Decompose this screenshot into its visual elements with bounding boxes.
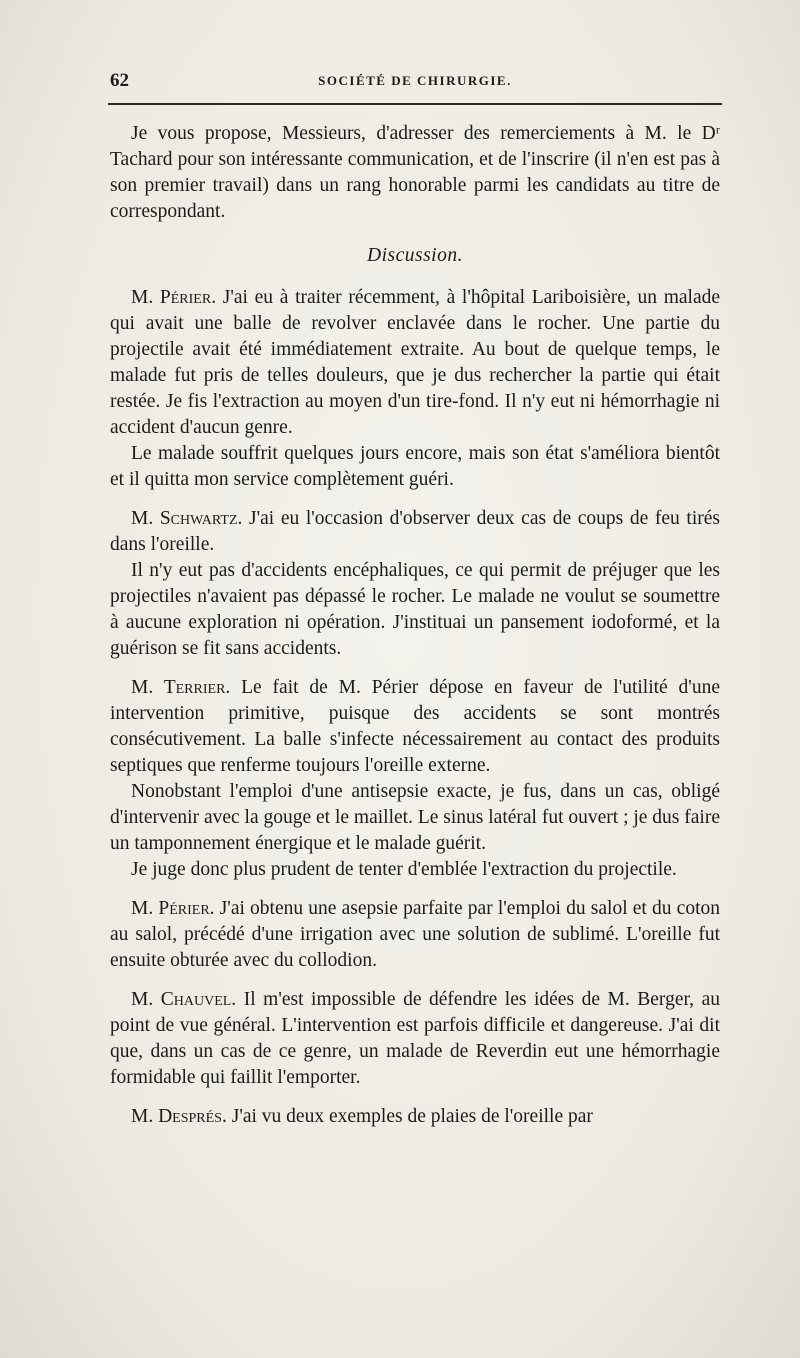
paragraph: Nonobstant l'emploi d'une antisepsie exacte, je fus, dans un cas, obligé d'intervenir avec la gouge et le maillet. Le sinus latéral fut ouvert ; je dus faire un tamponnement énergique et le malade guérit. <box>110 781 720 854</box>
paragraph-perier-1 <box>110 285 720 441</box>
paragraph-perier-2 <box>110 896 720 974</box>
intro-paragraph: Je vous propose, Messieurs, d'adresser des remerciements à M. le Dʳ Tachard pour son intéressante communication, et de l'inscrire (il n'en est pas à son premier travail) dans un rang honorable parmi les candidats au titre de correspondant. <box>110 123 720 222</box>
paragraph-schwartz <box>110 506 720 558</box>
paragraph-despres <box>110 1104 720 1130</box>
speaker-name: M. Terrier. <box>131 677 231 698</box>
speaker-name: M. Périer. <box>131 287 217 308</box>
paragraph-text: J'ai eu à traiter récemment, à l'hôpital Lariboisière, un malade qui avait une balle de revolver enclavée dans le rocher. Une partie du projectile avait été immédiatement extraite. Au bout de quelque temps, le malade fut pris de telles douleurs, que je dus rechercher la partie qui était restée. Je fis l'extraction au moyen d'un tire-fond. Il n'y eut ni hémorrhagie ni accident d'aucun genre. <box>110 287 720 438</box>
speaker-name: M. Périer. <box>131 898 215 919</box>
header-rule <box>108 103 722 105</box>
paragraph-terrier <box>110 675 720 779</box>
paragraph-text: Il m'est impossible de défendre les idées de M. Berger, au point de vue général. L'intervention est parfois difficile et dangereuse. J'ai dit que, dans un cas de ce genre, un malade de Reverdin eut une hémorrhagie formidable qui faillit l'emporter. <box>110 989 721 1088</box>
paragraph: Je juge donc plus prudent de tenter d'emblée l'extraction du projectile. <box>131 859 677 880</box>
section-heading: Discussion. <box>367 245 463 266</box>
paragraph-chauvel <box>110 987 720 1091</box>
speaker-name: M. Després. <box>131 1106 227 1127</box>
paragraph-text: J'ai vu deux exemples de plaies de l'oreille par <box>226 1106 593 1127</box>
page-number: 62 <box>110 70 129 91</box>
paragraph-text: Le fait de M. Périer dépose en faveur de l'utilité d'une intervention primitive, puisque des accidents se sont montrés consécutivement. La balle s'infecte nécessairement au contact des produits septiques que renferme toujours l'oreille externe. <box>110 677 720 776</box>
page-header <box>110 70 720 100</box>
paragraph-text: J'ai eu l'occasion d'observer deux cas de coups de feu tirés dans l'oreille. <box>110 508 720 555</box>
paragraph-text: J'ai obtenu une asepsie parfaite par l'emploi du salol et du coton au salol, précédé d'une irrigation avec une solution de sublimé. L'oreille fut ensuite obturée avec du collodion. <box>110 898 721 971</box>
running-title: SOCIÉTÉ DE CHIRURGIE. <box>318 73 512 88</box>
paragraph: Il n'y eut pas d'accidents encéphaliques, ce qui permit de préjuger que les projectiles n'avaient pas dépassé le rocher. Le malade ne voulut se soumettre à aucune exploration ni opération. J'instituai un pansement iodoformé, et la guérison se fit sans accidents. <box>110 560 720 659</box>
page-body <box>110 121 720 1130</box>
paragraph: Le malade souffrit quelques jours encore, mais son état s'améliora bientôt et il quitta mon service complètement guéri. <box>110 443 720 490</box>
speaker-name: M. Schwartz. <box>131 508 243 529</box>
speaker-name: M. Chauvel. <box>131 989 237 1010</box>
